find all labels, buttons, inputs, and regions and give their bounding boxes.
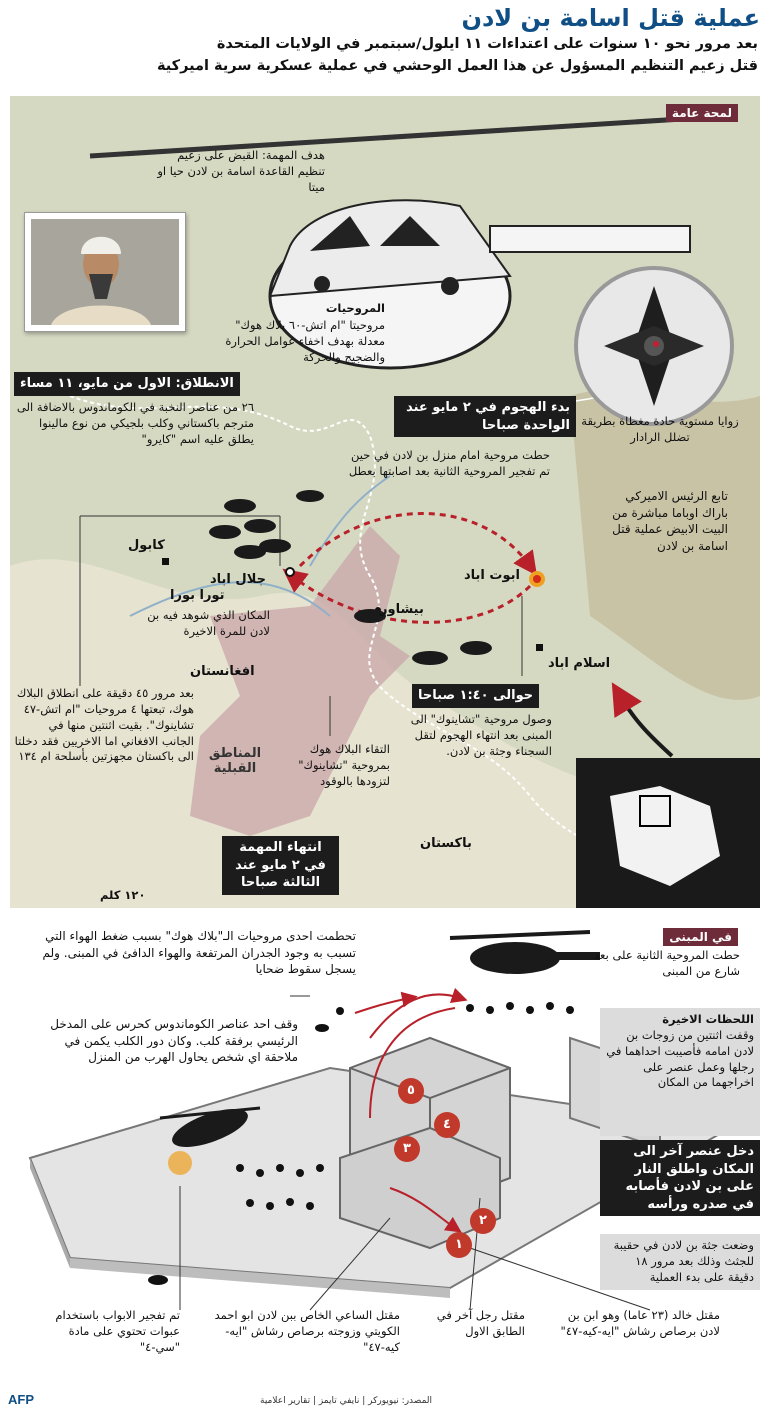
afp-logo: AFP [8,1392,34,1407]
bin-laden-photo [24,212,186,332]
obama-text: تابع الرئيس الاميركي باراك اوباما مباشرة من البيت الابيض عملية قتل اسامة بن لادن [612,489,728,553]
dog-icon [315,1024,329,1032]
locator-inset [576,758,760,908]
marker-4: ٤ [434,1112,460,1138]
start-text: ٢٦ من عناصر النخبة في الكوماندوس بالاضافة الى مترجم باكستاني وكلب بلجيكي من نوع مالينوا يطلق عليه اسم "كايرو" [16,400,254,446]
distance-label: ١٢٠ كلم [100,888,146,902]
door-blast-icon [148,1275,168,1285]
hovering-helicopter-icon [450,932,600,974]
attack-title: بدء الهجوم في ٢ مايو عند الواحدة صباحا [394,396,576,437]
rotor-closeup-icon [576,268,732,424]
place-pakistan: باكستان [420,836,472,851]
last-moments-box [600,1008,760,1136]
start-title: الانطلاق: الاول من مايو، ١١ مساء [14,372,240,396]
place-jalalabad: جلال اباد [210,572,266,587]
helicopters-title: المروحيات [325,301,385,315]
jalalabad-dot [286,568,294,576]
enter-title: دخل عنصر آخر الى المكان واطلق النار على بن لادن فأصابه في صدره ورأسه [600,1140,760,1216]
body-text: وضعت جثة بن لادن في حقيبة للجثث وذلك بعد مرور ١٨ دقيقة على بدء العملية [600,1234,760,1290]
building-panel [10,918,760,1378]
place-abbottabad: ابوت اباد [464,568,520,583]
page-title: عملية قتل اسامة بن لادن [461,4,760,32]
subtitle-line-2: قتل زعيم التنظيم المسؤول عن هذا العمل الوحشي في عملية عسكرية سرية اميركية [156,58,758,74]
after45-text: بعد مرور ٤٥ دقيقة على انطلاق البلاك هوك، تبعتها ٤ مروحيات "ام اتش-٤٧ تشاينوك". بقيت اثنتين منها في الجانب الافغاني اما الاخريين فقد دخلتا الى باكستان مجهزتين بأسلحة ام ١٣٤ [14,686,194,764]
time140-title: حوالى ١:٤٠ صباحا [412,684,539,708]
tora-bora-text: المكان الذي شوهد فيه بن لادن للمرة الاخيرة [147,608,270,638]
subtitle-line-1: بعد مرور نحو ١٠ سنوات على اعتداءات ١١ ايلول/سبتمبر في الولايات المتحدة [216,36,758,52]
caption-doors: تم تفجير الابواب باستخدام عبوات تحتوي على مادة "سي-٤" [55,1308,180,1354]
marker-1: ١ [446,1232,472,1258]
refuel-text: التقاء البلاك هوك بمروحية "تشاينوك" لتزودها بالوقود [298,742,390,788]
kabul-marker [162,558,169,565]
place-peshawar: بيشاور [380,602,424,617]
guard-text: وقف احد عناصر الكوماندوس كحرس على المدخل الرئيسي برفقة كلب. وكان دور الكلب يكمن في ملاحقة اي شخص يحاول الهرب من المنزل [50,1017,298,1065]
building-label: في المبنى [663,928,738,946]
islamabad-marker [536,644,543,651]
marker-3: ٣ [394,1136,420,1162]
attack-text: حطت مروحية امام منزل بن لادن في حين تم تفجير المروحية الثانية بعد اصابتها بعطل [348,448,550,478]
last-text: وقفت اثنتين من زوجات بن لادن امامه فأصيبت احداهما في رجلها وعمل عنصر على اخراجهما من المكان [606,1027,754,1090]
abbottabad-burst-icon [529,571,545,587]
place-tora-bora: تورا بورا [170,588,225,603]
overview-label: لمحة عامة [666,104,738,122]
caption-man: مقتل رجل آخر في الطابق الاول [436,1308,525,1338]
source-line: المصدر: نيويوركر | نايفي تايمز | تقارير اعلامية [260,1396,433,1406]
second-heli-text: حطت المروحية الثانية على بعد شارع من المبنى [594,948,740,978]
end-title: انتهاء المهمة في ٢ مايو عند الثالثة صباحا [222,836,339,895]
tribal-areas-label: المناطق القبلية [208,746,262,776]
last-title: اللحظات الاخيرة [662,1012,754,1026]
crash-text: تحطمت احدى مروحيات الـ"بلاك هوك" بسبب ضغط الهواء التي تسبب به وجود الجدران المرتفعة والهواء الدافئ في المبنى. ولم يسجل سقوط ضحايا [42,929,356,977]
place-islamabad: اسلام اباد [548,656,611,671]
overview-map [10,96,760,908]
caption-courier: مقتل الساعي الخاص ببن لادن ابو احمد الكويتي وزوجته برصاص رشاش "ايه-كيه-٤٧" [214,1308,400,1354]
caption-khalid: مقتل خالد (٢٣ عاما) وهو ابن بن لادن برصاص رشاش "ايه-كيه-٤٧" [560,1308,720,1338]
marker-5: ٥ [398,1078,424,1104]
blast-burst-icon [168,1151,192,1175]
mission-goal-text: هدف المهمة: القبض على زعيم تنظيم القاعدة اسامة بن لادن حيا او ميتا [157,148,325,194]
place-kabul: كابول [128,538,165,553]
place-afghanistan: افغانستان [190,664,255,679]
marker-2: ٢ [470,1208,496,1234]
stealth-text: زوايا مستوية حادة مغطاة بطريقة تضلل الرادار [581,414,739,444]
helicopters-text: مروحيتا "ام اتش-٦٠ بلاك هوك" معدلة بهدف اخفاء عوامل الحرارة والضجيج والحركة [225,318,385,364]
time140-text: وصول مروحية "تشاينوك" الى المبنى بعد انتهاء الهجوم لتقل السجناء وجثة بن لادن. [410,712,552,758]
